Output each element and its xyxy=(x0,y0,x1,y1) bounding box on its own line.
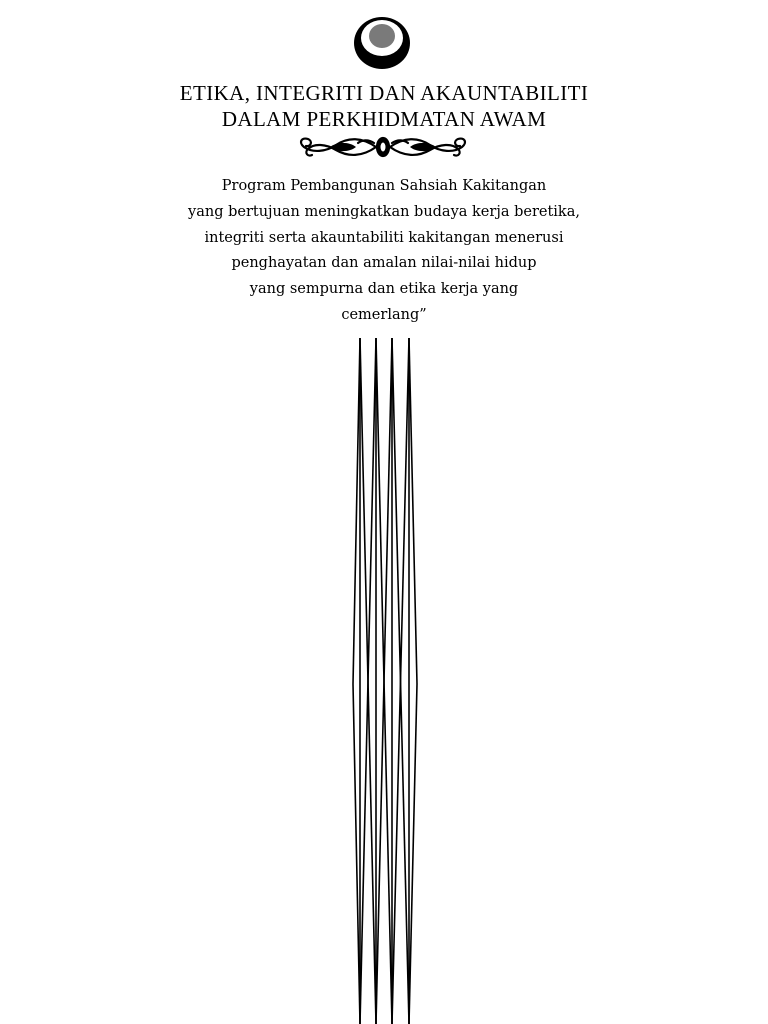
quote-line: integriti serta akauntabiliti kakitangan menerusi xyxy=(204,229,564,246)
title-line-2: DALAM PERKHIDMATAN AWAM xyxy=(221,107,547,131)
quote-line: yang bertujuan meningkatkan budaya kerja beretika, xyxy=(188,203,580,220)
quote-line: cemerlang” xyxy=(341,306,427,323)
crescent-seal-icon xyxy=(353,16,411,70)
string-art-lines-icon xyxy=(340,336,430,1024)
quote-paragraph xyxy=(0,174,768,329)
flourish-divider-icon xyxy=(290,133,476,161)
quote-line: penghayatan dan amalan nilai-nilai hidup xyxy=(231,255,537,272)
page-title xyxy=(0,80,768,132)
quote-line: Program Pembangunan Sahsiah Kakitangan xyxy=(221,178,547,194)
quote-line: yang sempurna dan etika kerja yang xyxy=(249,281,519,298)
title-line-1: ETIKA, INTEGRITI DAN AKAUNTABILITI xyxy=(179,81,589,105)
